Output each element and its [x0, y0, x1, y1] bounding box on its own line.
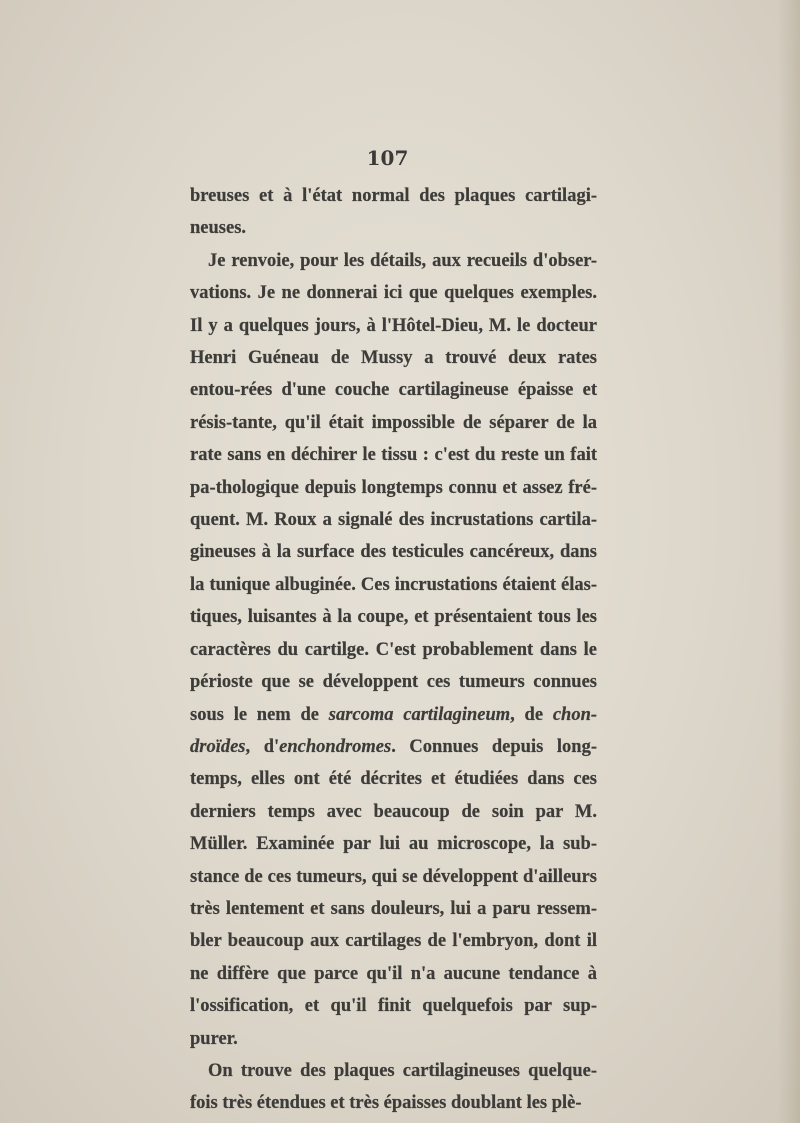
page-number: 107: [366, 146, 409, 170]
text-run: On trouve des plaques cartilagineuses quelque-fois très étendues et très épaisses doublant les plè-: [190, 1060, 597, 1114]
text-run: . Connues depuis long-temps, elles ont été décrites et étudiées dans ces derniers temps avec beaucoup de soin par M. Müller. Examinée par lui au microscope, la sub-stance de ces tumeurs, qui se développent d'ailleurs très lentement et sans douleurs, lui a paru ressem-bler beaucoup aux cartilages de l'embryon, dont il ne diffère que parce qu'il n'a aucune tendance à l'ossification, et qu'il finit quelquefois par sup-purer.: [190, 736, 597, 1049]
text-run: breuses et à l'état normal des plaques cartilagi-neuses.: [190, 186, 597, 239]
italic-term: enchondromes: [279, 736, 392, 757]
paragraph: [190, 1055, 597, 1120]
body-text: [190, 180, 597, 1120]
text-run: Je renvoie, pour les détails, aux recueils d'obser-vations. Je ne donnerai ici que quelques exemples. Il y a quelques jours, à l'Hôtel-Dieu, M. le docteur Henri Guéneau de Mussy a trouvé deux rates entou-rées d'une couche cartilagineuse épaisse et résis-tante, qu'il était impossible de séparer de la rate sans en déchirer le tissu : c'est du reste un fait pa-thologique depuis longtemps connu et assez fré-quent. M. Roux a signalé des incrustations cartila-gineuses à la surface des testicules cancéreux, dans la tunique albuginée. Ces incrustations étaient élas-tiques, luisantes à la coupe, et présentaient tous les caractères du cartilge. C'est probablement dans le périoste que se développent ces tumeurs connues sous le nem de: [190, 250, 597, 725]
text-run: , d': [245, 736, 280, 757]
page-edge-shadow: [778, 0, 800, 1123]
italic-term: chon-droïdes: [190, 704, 598, 757]
text-run: , de: [510, 704, 553, 725]
paragraph: [190, 180, 597, 245]
paragraph: [190, 245, 597, 1055]
italic-term: sarcoma cartilagineum: [328, 704, 511, 725]
